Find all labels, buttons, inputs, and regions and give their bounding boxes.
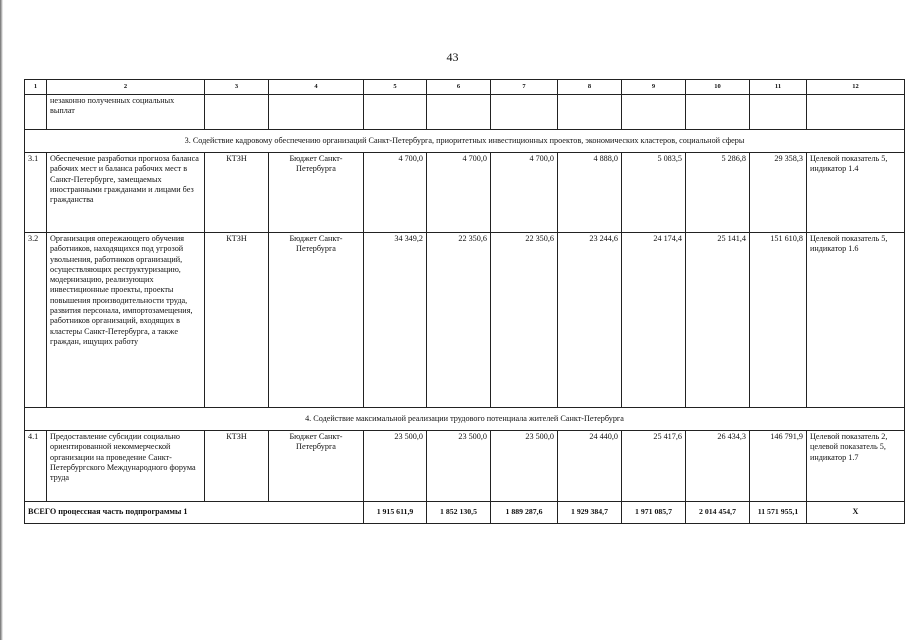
column-number: 10 xyxy=(686,80,750,95)
row-value: 4 700,0 xyxy=(427,153,491,233)
column-number: 5 xyxy=(364,80,427,95)
column-number: 3 xyxy=(205,80,269,95)
page-number: 43 xyxy=(446,50,459,64)
row-value: 24 174,4 xyxy=(622,233,686,408)
row-executor: КТЗН xyxy=(205,233,269,408)
row-value: 34 349,2 xyxy=(364,233,427,408)
row-number: 4.1 xyxy=(25,431,47,502)
row-executor: КТЗН xyxy=(205,431,269,502)
row-value: 25 141,4 xyxy=(686,233,750,408)
row-value: 25 417,6 xyxy=(622,431,686,502)
column-number: 8 xyxy=(558,80,622,95)
row-value: 5 083,5 xyxy=(622,153,686,233)
row-value: 23 500,0 xyxy=(427,431,491,502)
row-number: 3.2 xyxy=(25,233,47,408)
continuation-row xyxy=(25,95,905,130)
row-value: 26 434,3 xyxy=(686,431,750,502)
scan-edge xyxy=(0,0,3,640)
total-value: 1 971 085,7 xyxy=(622,502,686,524)
total-value: 1 915 611,9 xyxy=(364,502,427,524)
row-value: 4 888,0 xyxy=(558,153,622,233)
row-name: Обеспечение разработки прогноза баланса рабочих мест и баланса рабочих мест в Санкт-Петербурге, замещаемых иностранными гражданами и лицами без гражданства xyxy=(47,153,205,233)
row-number: 3.1 xyxy=(25,153,47,233)
total-value: 1 929 384,7 xyxy=(558,502,622,524)
section-row xyxy=(25,130,905,153)
total-grand: 11 571 955,1 xyxy=(750,502,807,524)
continuation-text: незаконно полученных социальных выплат xyxy=(47,95,205,130)
row-source: Бюджет Санкт-Петербурга xyxy=(269,233,364,408)
total-value: 2 014 454,7 xyxy=(686,502,750,524)
column-number: 7 xyxy=(491,80,558,95)
row-executor: КТЗН xyxy=(205,153,269,233)
row-indicator: Целевой показатель 5, индикатор 1.6 xyxy=(807,233,905,408)
total-row xyxy=(25,502,905,524)
column-number-row xyxy=(25,80,905,95)
row-value: 23 500,0 xyxy=(491,431,558,502)
table-row xyxy=(25,153,905,233)
row-total: 151 610,8 xyxy=(750,233,807,408)
row-value: 23 244,6 xyxy=(558,233,622,408)
total-value: 1 889 287,6 xyxy=(491,502,558,524)
row-name: Организация опережающего обучения работников, находящихся под угрозой увольнения, работников организаций, осуществляющих реструктуризацию, модернизацию, реализующих инвестиционные проекты, проекты повышения производительности труда, развития персонала, импортозамещения, работников организаций, входящих в кластеры Санкт-Петербурга, а также граждан, ищущих работу xyxy=(47,233,205,408)
row-value: 23 500,0 xyxy=(364,431,427,502)
table-row xyxy=(25,431,905,502)
row-total: 29 358,3 xyxy=(750,153,807,233)
section-heading: 3. Содействие кадровому обеспечению организаций Санкт-Петербурга, приоритетных инвестиционных проектов, экономических кластеров, социальной сферы xyxy=(25,130,905,153)
row-value: 4 700,0 xyxy=(491,153,558,233)
section-row xyxy=(25,408,905,431)
row-source: Бюджет Санкт-Петербурга xyxy=(269,431,364,502)
column-number: 6 xyxy=(427,80,491,95)
row-value: 4 700,0 xyxy=(364,153,427,233)
row-indicator: Целевой показатель 2, целевой показатель 5, индикатор 1.7 xyxy=(807,431,905,502)
total-mark: Х xyxy=(807,502,905,524)
row-source: Бюджет Санкт-Петербурга xyxy=(269,153,364,233)
table-row xyxy=(25,233,905,408)
column-number: 1 xyxy=(25,80,47,95)
row-value: 5 286,8 xyxy=(686,153,750,233)
column-number: 11 xyxy=(750,80,807,95)
row-indicator: Целевой показатель 5, индикатор 1.4 xyxy=(807,153,905,233)
column-number: 4 xyxy=(269,80,364,95)
row-value: 22 350,6 xyxy=(427,233,491,408)
column-number: 12 xyxy=(807,80,905,95)
column-number: 2 xyxy=(47,80,205,95)
row-value: 22 350,6 xyxy=(491,233,558,408)
row-value: 24 440,0 xyxy=(558,431,622,502)
section-heading: 4. Содействие максимальной реализации трудового потенциала жителей Санкт-Петербурга xyxy=(25,408,905,431)
row-total: 146 791,9 xyxy=(750,431,807,502)
row-name: Предоставление субсидии социально ориентированной некоммерческой организации на проведение Санкт-Петербургского Международного форума труда xyxy=(47,431,205,502)
program-table xyxy=(24,79,905,524)
total-value: 1 852 130,5 xyxy=(427,502,491,524)
column-number: 9 xyxy=(622,80,686,95)
total-label: ВСЕГО процессная часть подпрограммы 1 xyxy=(25,502,364,524)
